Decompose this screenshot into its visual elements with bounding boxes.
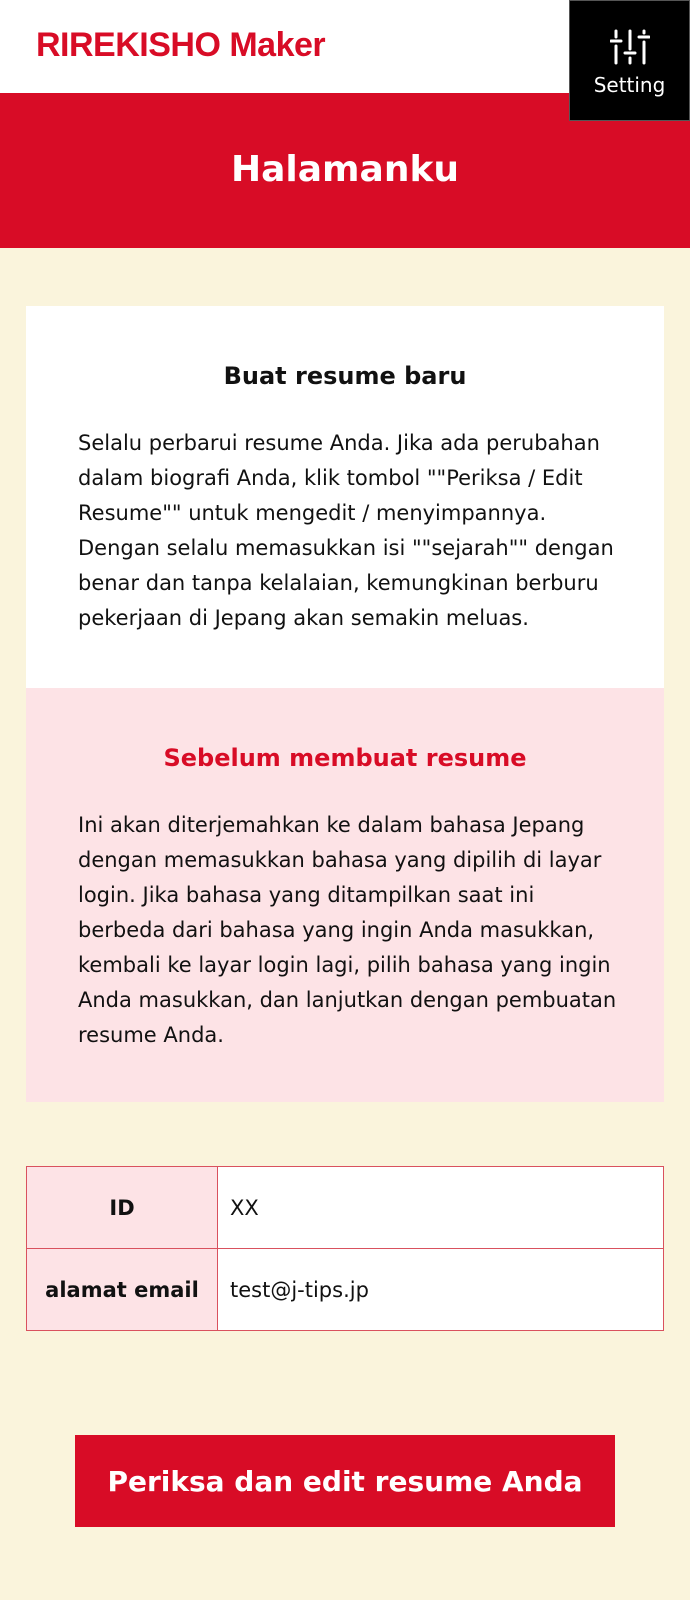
table-row-id: [27, 1167, 664, 1249]
page-title: Halamanku: [230, 149, 460, 190]
setting-button[interactable]: [569, 0, 690, 121]
app-logo[interactable]: RIREKISHO Maker: [36, 26, 326, 64]
sliders-icon: [610, 29, 650, 65]
id-label: ID: [27, 1167, 218, 1249]
edit-resume-button[interactable]: Periksa dan edit resume Anda: [75, 1435, 615, 1527]
before-resume-title: Sebelum membuat resume: [163, 744, 527, 772]
before-resume-card: [26, 688, 664, 1102]
email-label: alamat email: [27, 1249, 218, 1331]
email-value: test@j-tips.jp: [218, 1249, 664, 1331]
new-resume-title: Buat resume baru: [223, 362, 467, 390]
new-resume-text: Selalu perbarui resume Anda. Jika ada perubahan dalam biografi Anda, klik tombol ""Periksa / Edit Resume"" untuk mengedit / menyimpannya. Dengan selalu memasukkan isi ""sejarah"" dengan benar dan tanpa kelalaian, kemungkinan berburu pekerjaan di Jepang akan semakin meluas.: [78, 431, 614, 630]
before-resume-text: Ini akan diterjemahkan ke dalam bahasa Jepang dengan memasukkan bahasa yang dipilih di layar login. Jika bahasa yang ditampilkan saat ini berbeda dari bahasa yang ingin Anda masukkan, kembali ke layar login lagi, pilih bahasa yang ingin Anda masukkan, dan lanjutkan dengan pembuatan resume Anda.: [78, 813, 617, 1047]
account-info-table: [26, 1166, 664, 1331]
id-value: XX: [218, 1167, 664, 1249]
table-row-email: [27, 1249, 664, 1331]
setting-label: Setting: [593, 73, 666, 97]
new-resume-card: [26, 306, 664, 688]
